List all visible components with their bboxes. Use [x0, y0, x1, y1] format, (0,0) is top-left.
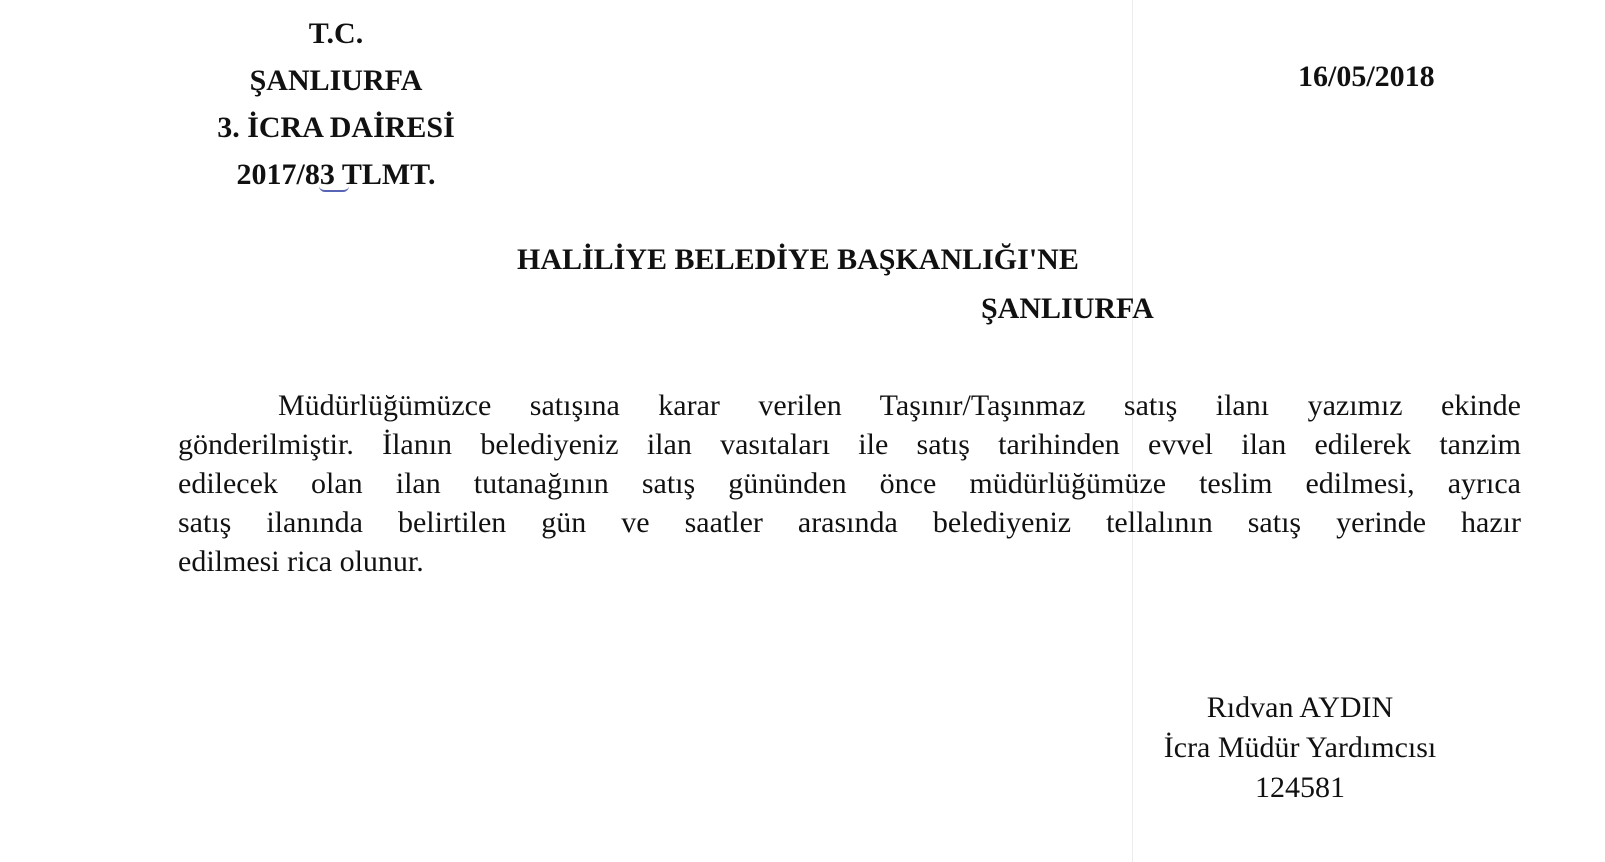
recipient-line-1: HALİLİYE BELEDİYE BAŞKANLIĞI'NE — [517, 243, 1079, 276]
header-case-number-line — [186, 151, 486, 198]
case-number-wrapper — [237, 151, 436, 198]
header-city: ŞANLIURFA — [249, 64, 423, 97]
case-number: 2017/83 TLMT. — [236, 158, 436, 191]
body-line-3: edilecek olan ilan tutanağının satış gününden önce müdürlüğümüze teslim edilmesi, ayrıca — [178, 467, 1521, 500]
recipient-line-2: ŞANLIURFA — [981, 292, 1154, 325]
signatory-name: Rıdvan AYDIN — [1206, 691, 1394, 724]
signatory-registry-number: 124581 — [1255, 771, 1345, 804]
document-date: 16/05/2018 — [1298, 60, 1435, 93]
case-number-ink-underline — [319, 186, 349, 192]
body-line-2: gönderilmiştir. İlanın belediyeniz ilan vasıtaları ile satış tarihinden evvel ilan edilerek tanzim — [178, 428, 1521, 461]
header-country: T.C. — [308, 17, 364, 50]
body-line-1: Müdürlüğümüzce satışına karar verilen Taşınır/Taşınmaz satış ilanı yazımız ekinde — [278, 389, 1521, 422]
signature-block — [1130, 688, 1470, 808]
document-header — [186, 10, 486, 198]
body-line-5: edilmesi rica olunur. — [178, 545, 424, 578]
document-body — [178, 386, 1521, 581]
body-line-4: satış ilanında belirtilen gün ve saatler arasında belediyeniz tellalının satış yerinde hazır — [178, 506, 1521, 539]
signatory-title: İcra Müdür Yardımcısı — [1163, 731, 1437, 764]
header-office: 3. İCRA DAİRESİ — [217, 111, 455, 144]
